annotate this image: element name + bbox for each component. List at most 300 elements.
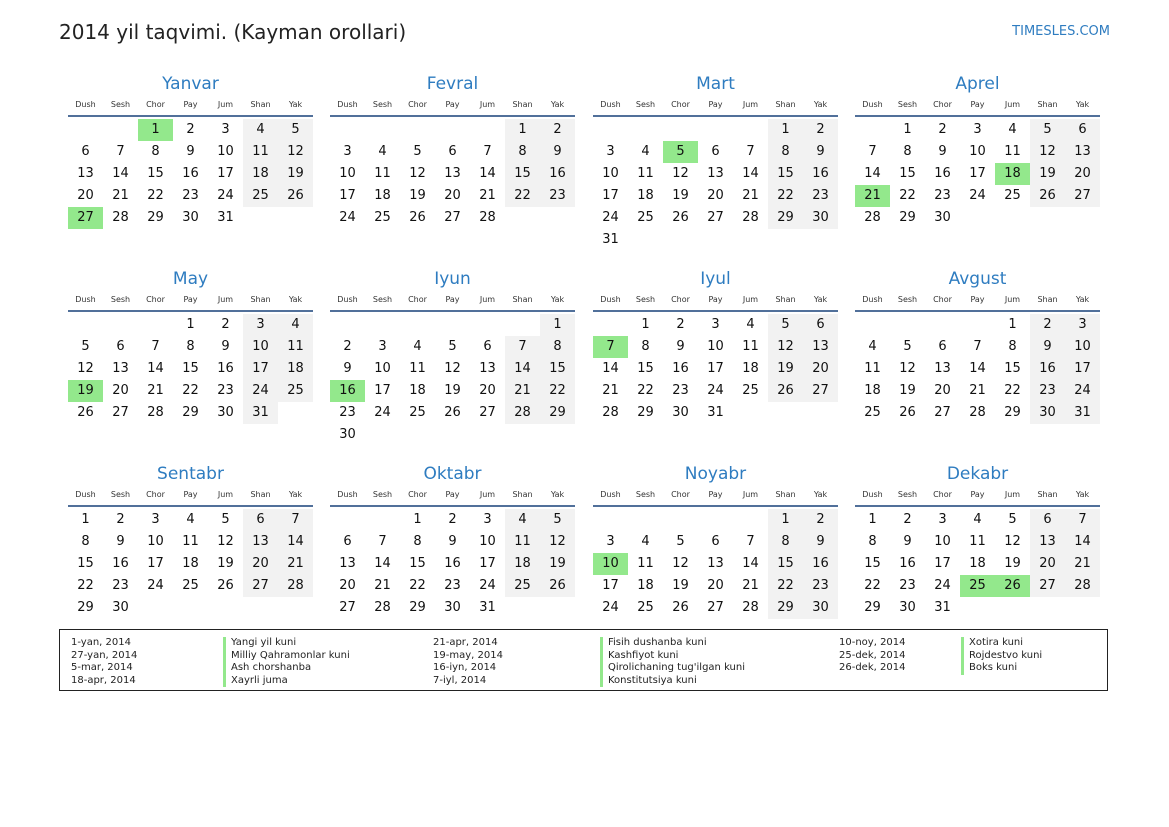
day-cell: 13 xyxy=(1030,531,1065,553)
legend-date: 27-yan, 2014 xyxy=(71,649,138,661)
day-cell: 23 xyxy=(112,578,129,593)
day-cell: 9 xyxy=(116,534,125,549)
day-cell: 12 xyxy=(1030,141,1065,163)
day-cell: 2 xyxy=(343,339,352,354)
day-cell: 31 xyxy=(707,405,724,420)
weekday-label: Dush xyxy=(337,295,358,304)
day-cell: 26 xyxy=(217,578,234,593)
day-cell: 14 xyxy=(112,166,129,181)
day-cell: 6 xyxy=(1030,509,1065,531)
day-cell: 14 xyxy=(969,361,986,376)
empty-cell xyxy=(435,119,470,141)
day-cell: 21 xyxy=(112,188,129,203)
holiday-day: 21 xyxy=(855,185,890,207)
day-cell: 14 xyxy=(479,166,496,181)
day-cell: 9 xyxy=(540,141,575,163)
month-oktabr xyxy=(330,463,575,619)
day-cell: 31 xyxy=(479,600,496,615)
day-cell: 1 xyxy=(540,314,575,336)
day-cell: 22 xyxy=(505,185,540,207)
day-cell: 20 xyxy=(1030,553,1065,575)
weekday-label: Dush xyxy=(600,100,621,109)
day-cell: 25 xyxy=(742,383,759,398)
day-cell: 22 xyxy=(637,383,654,398)
day-cell: 25 xyxy=(374,210,391,225)
day-cell: 30 xyxy=(444,600,461,615)
day-cell: 5 xyxy=(1030,119,1065,141)
day-cell: 6 xyxy=(81,144,90,159)
day-cell: 18 xyxy=(505,553,540,575)
day-cell: 1 xyxy=(768,119,803,141)
day-cell: 2 xyxy=(903,512,912,527)
weekday-label: Sesh xyxy=(635,295,656,304)
empty-cell xyxy=(68,119,103,141)
weekday-label: Dush xyxy=(75,100,96,109)
day-cell: 29 xyxy=(637,405,654,420)
weekday-label: Pay xyxy=(708,100,723,109)
day-cell: 17 xyxy=(479,556,496,571)
day-cell: 22 xyxy=(768,575,803,597)
day-cell: 16 xyxy=(803,553,838,575)
day-cell: 9 xyxy=(1030,336,1065,358)
site-link[interactable]: TIMESLES.COM xyxy=(1012,24,1110,39)
weekday-label: Jum xyxy=(217,295,234,304)
day-cell: 9 xyxy=(221,339,230,354)
day-cell: 9 xyxy=(676,339,685,354)
day-cell: 1 xyxy=(641,317,650,332)
weekday-label: Yak xyxy=(288,295,303,304)
day-cell: 18 xyxy=(374,188,391,203)
day-cell: 26 xyxy=(409,210,426,225)
day-cell: 20 xyxy=(479,383,496,398)
day-cell: 3 xyxy=(973,122,982,137)
day-cell: 3 xyxy=(938,512,947,527)
day-cell: 22 xyxy=(1004,383,1021,398)
day-cell: 30 xyxy=(339,427,356,442)
day-cell: 27 xyxy=(707,210,724,225)
day-cell: 28 xyxy=(374,600,391,615)
weekday-label: Yak xyxy=(813,100,828,109)
day-grid xyxy=(330,509,575,619)
day-cell: 16 xyxy=(182,166,199,181)
weekday-label: Pay xyxy=(708,295,723,304)
day-cell: 9 xyxy=(343,361,352,376)
month-title: Noyabr xyxy=(684,464,747,484)
day-cell: 1 xyxy=(868,512,877,527)
day-cell: 26 xyxy=(278,185,313,207)
day-cell: 21 xyxy=(278,553,313,575)
day-cell: 15 xyxy=(1004,361,1021,376)
day-cell: 15 xyxy=(147,166,164,181)
holiday-legend xyxy=(59,629,1108,691)
weekday-label: Jum xyxy=(742,490,759,499)
day-cell: 6 xyxy=(116,339,125,354)
legend-names-col-2 xyxy=(600,637,745,687)
day-cell: 4 xyxy=(378,144,387,159)
weekday-label: Dush xyxy=(862,295,883,304)
day-cell: 9 xyxy=(903,534,912,549)
weekday-label: Jum xyxy=(1004,490,1021,499)
empty-cell xyxy=(365,119,400,141)
weekday-label: Dush xyxy=(337,100,358,109)
day-cell: 24 xyxy=(339,210,356,225)
weekday-label: Pay xyxy=(708,490,723,499)
day-cell: 17 xyxy=(602,188,619,203)
empty-cell xyxy=(698,509,733,531)
empty-cell xyxy=(470,314,505,336)
day-cell: 20 xyxy=(707,188,724,203)
day-cell: 1 xyxy=(505,119,540,141)
day-cell: 14 xyxy=(1065,531,1100,553)
day-cell: 15 xyxy=(768,163,803,185)
day-cell: 8 xyxy=(186,339,195,354)
day-cell: 31 xyxy=(602,232,619,247)
day-cell: 13 xyxy=(803,336,838,358)
day-cell: 3 xyxy=(606,534,615,549)
day-cell: 9 xyxy=(448,534,457,549)
day-cell: 2 xyxy=(448,512,457,527)
weekday-header xyxy=(593,294,838,312)
day-cell: 6 xyxy=(803,314,838,336)
empty-cell xyxy=(698,119,733,141)
empty-cell xyxy=(628,509,663,531)
day-cell: 30 xyxy=(934,210,951,225)
day-cell: 5 xyxy=(221,512,230,527)
empty-cell xyxy=(330,314,365,336)
weekday-label: Sesh xyxy=(372,295,393,304)
day-cell: 8 xyxy=(903,144,912,159)
day-cell: 21 xyxy=(147,383,164,398)
day-cell: 21 xyxy=(1065,553,1100,575)
weekday-label: Chor xyxy=(671,295,690,304)
day-cell: 25 xyxy=(1004,188,1021,203)
empty-cell xyxy=(663,119,698,141)
day-cell: 29 xyxy=(147,210,164,225)
day-cell: 2 xyxy=(938,122,947,137)
day-cell: 23 xyxy=(444,578,461,593)
day-grid xyxy=(593,119,838,251)
weekday-label: Jum xyxy=(742,100,759,109)
weekday-label: Chor xyxy=(146,490,165,499)
day-cell: 31 xyxy=(934,600,951,615)
month-iyun xyxy=(330,268,575,446)
weekday-label: Yak xyxy=(1075,100,1090,109)
day-cell: 12 xyxy=(409,166,426,181)
legend-date: 16-iyn, 2014 xyxy=(433,662,497,673)
month-sentabr xyxy=(68,463,313,619)
weekday-label: Pay xyxy=(183,490,198,499)
day-cell: 18 xyxy=(864,383,881,398)
weekday-label: Chor xyxy=(146,100,165,109)
day-cell: 6 xyxy=(343,534,352,549)
day-cell: 25 xyxy=(182,578,199,593)
day-cell: 4 xyxy=(278,314,313,336)
day-cell: 19 xyxy=(540,553,575,575)
day-cell: 5 xyxy=(448,339,457,354)
day-cell: 8 xyxy=(81,534,90,549)
day-cell: 23 xyxy=(182,188,199,203)
day-cell: 24 xyxy=(243,380,278,402)
day-cell: 18 xyxy=(637,188,654,203)
empty-cell xyxy=(435,314,470,336)
weekday-label: Sesh xyxy=(897,295,918,304)
weekday-label: Shan xyxy=(250,295,271,304)
weekday-label: Sesh xyxy=(372,490,393,499)
day-cell: 28 xyxy=(147,405,164,420)
month-mart xyxy=(593,73,838,251)
legend-holiday-name: Yangi yil kuni xyxy=(223,637,350,650)
day-cell: 8 xyxy=(505,141,540,163)
day-cell: 16 xyxy=(899,556,916,571)
day-cell: 10 xyxy=(147,534,164,549)
day-cell: 25 xyxy=(278,380,313,402)
day-cell: 8 xyxy=(868,534,877,549)
day-cell: 27 xyxy=(707,600,724,615)
day-cell: 2 xyxy=(540,119,575,141)
month-title: Sentabr xyxy=(157,464,224,484)
month-title: Avgust xyxy=(948,269,1007,289)
day-cell: 12 xyxy=(672,556,689,571)
weekday-label: Pay xyxy=(183,295,198,304)
weekday-label: Jum xyxy=(217,100,234,109)
day-cell: 27 xyxy=(1065,185,1100,207)
day-cell: 23 xyxy=(899,578,916,593)
legend-date: 21-apr, 2014 xyxy=(433,637,498,648)
day-cell: 14 xyxy=(278,531,313,553)
legend-dates-col-2 xyxy=(433,637,503,687)
day-cell: 23 xyxy=(540,185,575,207)
day-cell: 27 xyxy=(1030,575,1065,597)
month-title: Aprel xyxy=(955,74,1000,94)
empty-cell xyxy=(628,119,663,141)
day-cell: 11 xyxy=(864,361,881,376)
day-cell: 13 xyxy=(112,361,129,376)
day-cell: 22 xyxy=(77,578,94,593)
weekday-label: Dush xyxy=(600,295,621,304)
month-title: Iyun xyxy=(434,269,471,289)
month-title: Oktabr xyxy=(423,464,482,484)
month-title: Dekabr xyxy=(946,464,1009,484)
weekday-label: Yak xyxy=(550,295,565,304)
day-cell: 29 xyxy=(768,207,803,229)
day-cell: 11 xyxy=(1004,144,1021,159)
day-cell: 8 xyxy=(768,141,803,163)
day-cell: 29 xyxy=(409,600,426,615)
day-cell: 10 xyxy=(374,361,391,376)
day-cell: 23 xyxy=(803,575,838,597)
day-cell: 27 xyxy=(444,210,461,225)
day-cell: 14 xyxy=(742,166,759,181)
legend-holiday-name: Boks kuni xyxy=(961,662,1042,675)
day-cell: 26 xyxy=(672,210,689,225)
day-cell: 18 xyxy=(278,358,313,380)
day-cell: 11 xyxy=(182,534,199,549)
day-cell: 26 xyxy=(768,380,803,402)
day-cell: 7 xyxy=(1065,509,1100,531)
empty-cell xyxy=(138,314,173,336)
month-dekabr xyxy=(855,463,1100,619)
day-cell: 28 xyxy=(1065,575,1100,597)
empty-cell xyxy=(103,314,138,336)
weekday-label: Shan xyxy=(250,100,271,109)
legend-date: 5-mar, 2014 xyxy=(71,662,133,673)
empty-cell xyxy=(855,119,890,141)
weekday-header xyxy=(330,99,575,117)
legend-names-col-1 xyxy=(223,637,350,687)
day-cell: 8 xyxy=(540,336,575,358)
weekday-label: Dush xyxy=(75,490,96,499)
day-cell: 5 xyxy=(278,119,313,141)
day-cell: 15 xyxy=(899,166,916,181)
day-cell: 30 xyxy=(1030,402,1065,424)
legend-holiday-name: Fisih dushanba kuni xyxy=(600,637,745,650)
day-cell: 4 xyxy=(641,144,650,159)
day-cell: 7 xyxy=(151,339,160,354)
day-cell: 3 xyxy=(343,144,352,159)
day-cell: 15 xyxy=(182,361,199,376)
day-cell: 9 xyxy=(186,144,195,159)
day-cell: 26 xyxy=(1030,185,1065,207)
day-cell: 12 xyxy=(278,141,313,163)
day-cell: 1 xyxy=(768,509,803,531)
day-cell: 4 xyxy=(1008,122,1017,137)
day-cell: 14 xyxy=(602,361,619,376)
day-cell: 29 xyxy=(182,405,199,420)
empty-cell xyxy=(505,314,540,336)
day-cell: 23 xyxy=(803,185,838,207)
holiday-day: 16 xyxy=(330,380,365,402)
day-cell: 13 xyxy=(479,361,496,376)
day-cell: 22 xyxy=(864,578,881,593)
weekday-label: Yak xyxy=(1075,490,1090,499)
month-may xyxy=(68,268,313,424)
day-cell: 2 xyxy=(803,119,838,141)
day-cell: 29 xyxy=(768,597,803,619)
day-cell: 28 xyxy=(742,210,759,225)
day-cell: 13 xyxy=(444,166,461,181)
day-cell: 28 xyxy=(864,210,881,225)
day-cell: 28 xyxy=(112,210,129,225)
day-cell: 7 xyxy=(378,534,387,549)
day-grid xyxy=(593,314,838,424)
day-cell: 24 xyxy=(374,405,391,420)
holiday-day: 1 xyxy=(138,119,173,141)
day-cell: 23 xyxy=(217,383,234,398)
day-cell: 2 xyxy=(676,317,685,332)
day-cell: 5 xyxy=(768,314,803,336)
month-avgust xyxy=(855,268,1100,424)
day-cell: 24 xyxy=(602,600,619,615)
weekday-label: Pay xyxy=(970,490,985,499)
day-grid xyxy=(855,314,1100,424)
legend-names-col-3 xyxy=(961,637,1042,675)
weekday-header xyxy=(68,294,313,312)
weekday-label: Sesh xyxy=(897,100,918,109)
empty-cell xyxy=(470,119,505,141)
day-cell: 15 xyxy=(637,361,654,376)
day-grid xyxy=(330,314,575,446)
weekday-label: Chor xyxy=(933,100,952,109)
empty-cell xyxy=(330,509,365,531)
day-cell: 3 xyxy=(151,512,160,527)
weekday-header xyxy=(330,294,575,312)
day-cell: 23 xyxy=(1030,380,1065,402)
day-cell: 4 xyxy=(243,119,278,141)
day-cell: 21 xyxy=(602,383,619,398)
day-cell: 2 xyxy=(1030,314,1065,336)
weekday-header xyxy=(330,489,575,507)
weekday-header xyxy=(855,489,1100,507)
weekday-label: Shan xyxy=(1037,490,1058,499)
day-cell: 10 xyxy=(707,339,724,354)
day-cell: 5 xyxy=(540,509,575,531)
day-cell: 5 xyxy=(676,534,685,549)
day-cell: 11 xyxy=(278,336,313,358)
month-fevral xyxy=(330,73,575,229)
day-cell: 20 xyxy=(444,188,461,203)
day-cell: 30 xyxy=(182,210,199,225)
day-grid xyxy=(68,314,313,424)
day-cell: 28 xyxy=(479,210,496,225)
day-cell: 1 xyxy=(903,122,912,137)
day-cell: 3 xyxy=(378,339,387,354)
day-cell: 25 xyxy=(637,210,654,225)
day-cell: 20 xyxy=(934,383,951,398)
day-cell: 26 xyxy=(540,575,575,597)
day-grid xyxy=(330,119,575,229)
day-cell: 3 xyxy=(1065,314,1100,336)
month-iyul xyxy=(593,268,838,424)
weekday-label: Sesh xyxy=(635,100,656,109)
day-cell: 3 xyxy=(711,317,720,332)
day-cell: 7 xyxy=(278,509,313,531)
weekday-label: Dush xyxy=(337,490,358,499)
day-cell: 19 xyxy=(1004,556,1021,571)
weekday-label: Sesh xyxy=(110,100,131,109)
day-cell: 30 xyxy=(112,600,129,615)
day-cell: 10 xyxy=(934,534,951,549)
holiday-day: 7 xyxy=(593,336,628,358)
weekday-label: Yak xyxy=(813,295,828,304)
day-cell: 29 xyxy=(77,600,94,615)
day-cell: 14 xyxy=(374,556,391,571)
day-cell: 13 xyxy=(77,166,94,181)
weekday-label: Pay xyxy=(445,490,460,499)
day-cell: 12 xyxy=(217,534,234,549)
day-cell: 29 xyxy=(540,402,575,424)
day-cell: 12 xyxy=(768,336,803,358)
weekday-label: Dush xyxy=(600,490,621,499)
weekday-label: Chor xyxy=(408,295,427,304)
day-cell: 5 xyxy=(413,144,422,159)
day-cell: 15 xyxy=(505,163,540,185)
day-cell: 22 xyxy=(182,383,199,398)
day-cell: 30 xyxy=(217,405,234,420)
day-cell: 21 xyxy=(742,188,759,203)
day-cell: 5 xyxy=(1008,512,1017,527)
day-cell: 21 xyxy=(374,578,391,593)
legend-holiday-name: Kashfiyot kuni xyxy=(600,650,745,663)
day-cell: 10 xyxy=(969,144,986,159)
weekday-label: Shan xyxy=(775,295,796,304)
empty-cell xyxy=(365,509,400,531)
day-cell: 23 xyxy=(339,405,356,420)
day-cell: 13 xyxy=(707,166,724,181)
day-cell: 16 xyxy=(672,361,689,376)
day-cell: 9 xyxy=(803,531,838,553)
day-cell: 27 xyxy=(243,575,278,597)
legend-holiday-name: Rojdestvo kuni xyxy=(961,650,1042,663)
